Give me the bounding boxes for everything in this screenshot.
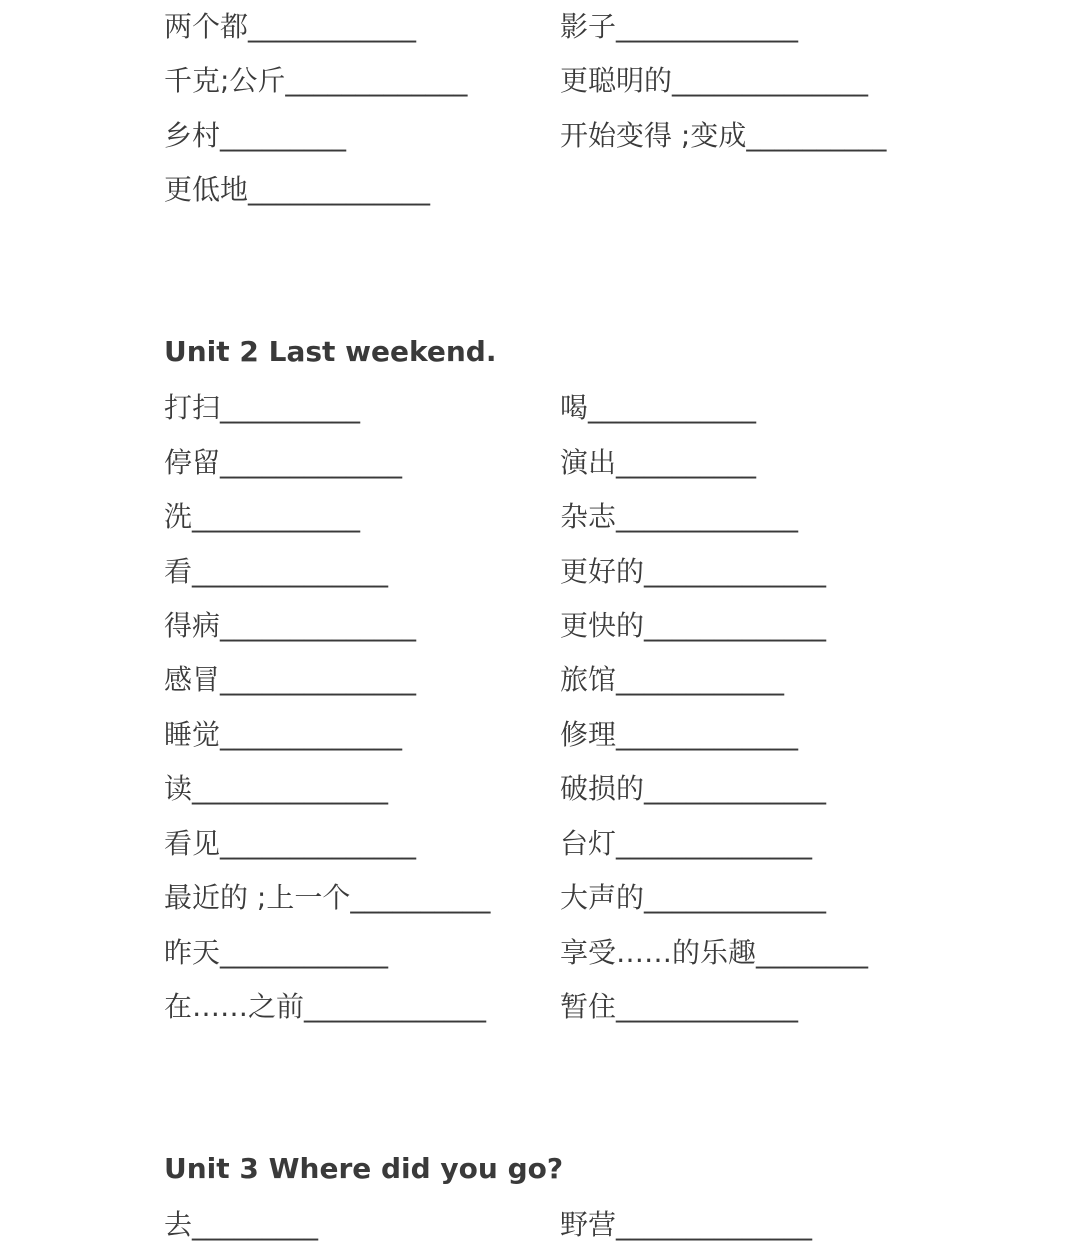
vocab-item: 停留_____________: [164, 446, 403, 479]
vocab-row: [0, 878, 1080, 918]
vocab-item: 去_________: [164, 1208, 319, 1241]
unit-2-heading: Unit 2 Last weekend.: [164, 335, 497, 368]
vocab-row: [0, 1205, 1080, 1245]
vocab-item: 破损的_____________: [560, 772, 827, 805]
vocab-item: 更低地_____________: [164, 173, 431, 206]
vocab-item: 千克;公斤_____________: [164, 64, 468, 97]
vocab-row: [0, 497, 1080, 537]
vocab-item: 大声的_____________: [560, 881, 827, 914]
vocab-item: 看______________: [164, 555, 389, 588]
vocab-item: 演出__________: [560, 446, 757, 479]
vocab-item: 最近的 ;上一个__________: [164, 881, 491, 914]
vocab-item: 野营______________: [560, 1208, 813, 1241]
vocab-row: [0, 61, 1080, 101]
vocab-row: [0, 660, 1080, 700]
vocab-item: 暂住_____________: [560, 990, 799, 1023]
vocab-row: [0, 824, 1080, 864]
vocab-item: 修理_____________: [560, 718, 799, 751]
vocab-row: [0, 116, 1080, 156]
vocab-item: 开始变得 ;变成__________: [560, 119, 887, 152]
vocab-row: [0, 388, 1080, 428]
vocab-row: [0, 7, 1080, 47]
vocab-item: 在……之前_____________: [164, 990, 487, 1023]
vocab-item: 更好的_____________: [560, 555, 827, 588]
vocab-item: 感冒______________: [164, 663, 417, 696]
vocab-row: [0, 715, 1080, 755]
vocab-item: 台灯______________: [560, 827, 813, 860]
vocab-item: 旅馆____________: [560, 663, 785, 696]
vocab-row: [0, 170, 1080, 210]
vocab-item: 打扫__________: [164, 391, 361, 424]
vocab-item: 享受……的乐趣________: [560, 936, 869, 969]
vocab-row: [0, 443, 1080, 483]
vocab-row: [0, 933, 1080, 973]
unit-3-heading: Unit 3 Where did you go?: [164, 1152, 564, 1185]
vocab-item: 喝____________: [560, 391, 757, 424]
vocab-item: 更快的_____________: [560, 609, 827, 642]
vocab-row: [0, 552, 1080, 592]
vocab-item: 看见______________: [164, 827, 417, 860]
vocab-row: [0, 769, 1080, 809]
vocab-item: 读______________: [164, 772, 389, 805]
vocab-item: 更聪明的______________: [560, 64, 869, 97]
vocab-item: 影子_____________: [560, 10, 799, 43]
vocab-item: 两个都____________: [164, 10, 417, 43]
vocab-item: 昨天____________: [164, 936, 389, 969]
vocab-row: [0, 987, 1080, 1027]
vocab-item: 得病______________: [164, 609, 417, 642]
vocab-item: 洗____________: [164, 500, 361, 533]
vocab-item: 睡觉_____________: [164, 718, 403, 751]
vocab-row: [0, 606, 1080, 646]
vocab-item: 乡村_________: [164, 119, 347, 152]
vocab-item: 杂志_____________: [560, 500, 799, 533]
